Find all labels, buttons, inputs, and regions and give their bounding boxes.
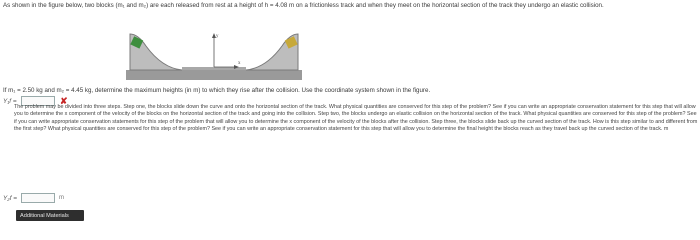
problem-question: If m₁ = 2.50 kg and m₂ = 4.45 kg, determine the maximum heights (in m) to which they rise after the collision. Use the coordinate system shown in the figure. bbox=[3, 87, 431, 94]
problem-guidance: The problem may be divided into three steps. Step one, the blocks slide down the curve and onto the horizontal section of the track. What physical quantities are conserved for this step of the problem? See if you can write an appropriate conservation statement for this step that will allow you to determine the x component of the velocity of the blocks on the horizontal section of the track and going into the collision. Step two, the blocks undergo an elastic collision on the horizontal section of the track. What physical quantities are conserved for this step of the problem? See if you can write appropriate conservation statements for this step of the problem that will allow you to determine the x component of the velocity of the blocks after the collision. Step three, the blocks slide back up the curved section of the track. How is this step similar to and different from the first step? What physical quantities are conserved for this step of the problem? See if you can write an appropriate conservation statement for this step that will allow you to determine the final height the blocks reach as they travel back up the curved section of the track. m bbox=[14, 104, 698, 133]
answer-label-y1f: Y₁f = bbox=[3, 97, 17, 105]
additional-materials-button[interactable]: Additional Materials bbox=[16, 210, 84, 221]
y-axis-label: y bbox=[216, 34, 219, 39]
problem-intro: As shown in the figure below, two blocks (m₁ and m₂) are each released from rest at a height of h = 4.08 m on a frictionless track and when they meet on the horizontal section of the track they undergo an elastic collision. bbox=[3, 2, 604, 9]
x-axis-label: x bbox=[238, 61, 241, 66]
incorrect-icon: ✘ bbox=[60, 96, 68, 106]
answer-unit-y2f: m bbox=[59, 195, 64, 201]
answer-input-y2f[interactable] bbox=[21, 193, 55, 203]
answer-row-y2f bbox=[3, 193, 64, 203]
track-figure bbox=[124, 30, 304, 82]
answer-label-y2f: Y₂f = bbox=[3, 194, 17, 202]
track-base bbox=[126, 70, 302, 80]
